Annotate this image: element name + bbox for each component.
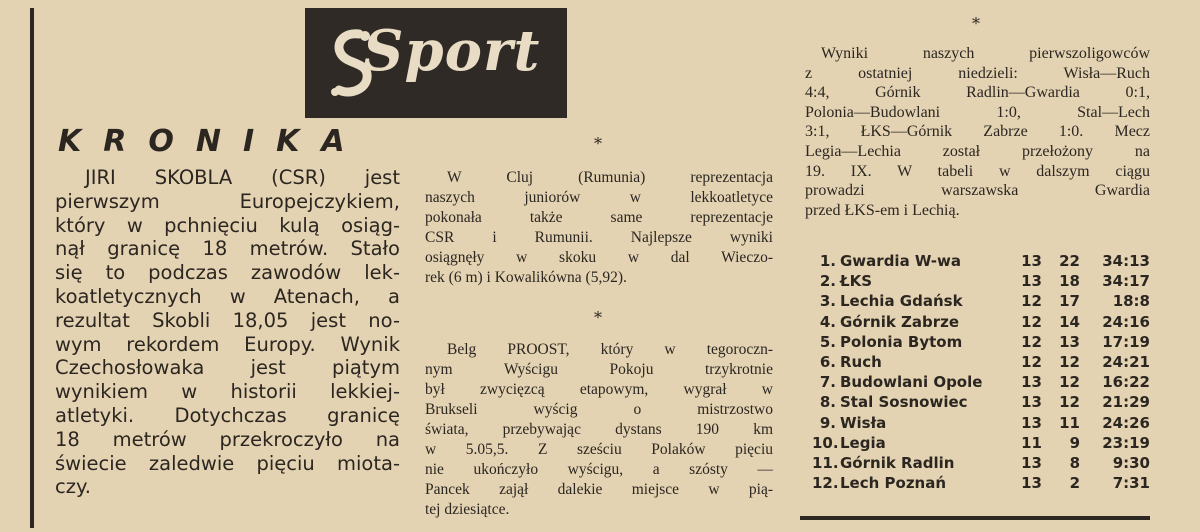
article-line: Czechosłowaka jest piątym: [55, 356, 400, 380]
position-cell: 9.: [819, 413, 836, 432]
article-line: czy.: [55, 475, 91, 499]
article-line: 18 metrów przekroczyło na: [55, 427, 400, 451]
position-cell: 11.: [812, 453, 839, 472]
article-line: 19. IX. W tabeli w dalszym ciągu: [805, 162, 1150, 180]
sport-title: Sport: [363, 18, 541, 84]
goals-cell: 17:19: [1102, 332, 1150, 351]
games-cell: 12: [1021, 312, 1042, 331]
games-cell: 13: [1021, 474, 1042, 493]
points-cell: 8: [1069, 453, 1080, 472]
article-line: który w pchnięciu kulą osiąg-: [55, 213, 400, 237]
article-line: był zwycięzcą etapowym, wygrał w: [425, 381, 773, 398]
goals-cell: 34:17: [1102, 272, 1150, 291]
article-line: nym Wyścigu Pokoju trzykrotnie: [425, 361, 773, 378]
table-row: [812, 393, 1152, 413]
article-line: Polonia—Budowlani 1:0, Stal—Lech: [805, 103, 1150, 121]
goals-cell: 34:13: [1102, 252, 1150, 270]
article-line: nie ukończyło wyścigu, a szósty —: [425, 461, 773, 478]
article-line: się to podczas zawodów lek-: [55, 261, 400, 285]
games-cell: 13: [1021, 453, 1042, 472]
position-cell: 1.: [819, 252, 836, 270]
article-line: prowadzi warszawska Gwardia: [805, 182, 1150, 200]
position-cell: 5.: [819, 332, 836, 351]
points-cell: 22: [1059, 252, 1080, 270]
team-cell: Górnik Radlin: [840, 453, 955, 472]
points-cell: 11: [1059, 413, 1080, 432]
position-cell: 6.: [819, 352, 836, 371]
separator-star: *: [594, 308, 602, 327]
article-line: z ostatniej niedzieli: Wisła—Ruch: [805, 64, 1150, 82]
team-cell: Stal Sosnowiec: [840, 393, 968, 412]
table-row: [812, 252, 1152, 272]
separator-star: *: [594, 134, 602, 153]
position-cell: 3.: [819, 292, 836, 311]
article-line: naszych juniorów w lekkoatletyce: [425, 189, 773, 206]
article-line: nął granicę 18 metrów. Stało: [55, 237, 400, 261]
goals-cell: 23:19: [1102, 433, 1150, 452]
article-line: JIRI SKOBLA (CSR) jest: [85, 166, 400, 189]
article-line: koatletycznych w Atenach, a: [55, 284, 400, 308]
article-line: 3:1, ŁKS—Górnik Zabrze 1:0. Mecz: [805, 123, 1150, 141]
table-row: [812, 272, 1152, 292]
article-line: rek (6 m) i Kowalikówna (5,92).: [425, 269, 627, 286]
position-cell: 4.: [819, 312, 836, 331]
sport-header: [305, 8, 567, 118]
games-cell: 13: [1021, 252, 1042, 270]
article-line: rezultat Skobli 18,05 jest no-: [55, 308, 400, 332]
table-row: [812, 373, 1152, 393]
left-column-rule: [30, 8, 34, 528]
team-cell: Lech Poznań: [840, 474, 947, 493]
article-line: świecie zaledwie pięciu miota-: [55, 451, 400, 475]
bottom-rule: [800, 516, 1150, 520]
table-row: [812, 333, 1152, 353]
article-line: pokonała także same reprezentacje: [425, 209, 773, 226]
goals-cell: 24:26: [1102, 413, 1150, 432]
article-line: pierwszym Europejczykiem,: [55, 189, 400, 213]
goals-cell: 9:30: [1112, 453, 1150, 472]
table-row: [812, 454, 1152, 474]
goals-cell: 7:31: [1112, 474, 1150, 493]
league-article: [805, 44, 1150, 220]
games-cell: 13: [1021, 272, 1042, 291]
team-cell: Wisła: [840, 413, 887, 432]
table-row: [812, 292, 1152, 312]
league-table: [812, 252, 1152, 494]
article-line: wynikiem w historii lekkiej-: [55, 380, 400, 404]
article-line: Belg PROOST, który w tegoroczn-: [447, 341, 773, 358]
article-line: Wyniki naszych pierwszoligowców: [821, 45, 1150, 62]
cluj-article: [425, 168, 773, 288]
position-cell: 2.: [819, 272, 836, 291]
kronika-article: [55, 166, 400, 499]
article-line: osiągnęły w skoku w dal Wieczo-: [425, 249, 773, 266]
position-cell: 7.: [819, 373, 836, 392]
table-row: [812, 313, 1152, 333]
article-line: przed ŁKS-em i Lechią.: [805, 201, 960, 219]
team-cell: ŁKS: [840, 272, 873, 291]
points-cell: 9: [1069, 433, 1080, 452]
table-row: [812, 434, 1152, 454]
team-cell: Budowlani Opole: [840, 373, 983, 392]
article-line: W Cluj (Rumunia) reprezentacja: [447, 169, 773, 186]
separator-star: *: [972, 14, 980, 33]
games-cell: 12: [1021, 332, 1042, 351]
table-row: [812, 474, 1152, 494]
position-cell: 8.: [819, 393, 836, 412]
position-cell: 12.: [812, 474, 839, 493]
points-cell: 12: [1059, 373, 1080, 392]
article-line: 4:4, Górnik Radlin—Gwardia 0:1,: [805, 84, 1150, 102]
goals-cell: 16:22: [1102, 373, 1150, 392]
position-cell: 10.: [812, 433, 839, 452]
article-line: Pancek zajął dalekie miejsce w pią-: [425, 481, 773, 498]
article-line: atletyki. Dotychczas granicę: [55, 403, 400, 427]
goals-cell: 18:8: [1112, 292, 1150, 311]
points-cell: 12: [1059, 352, 1080, 371]
goals-cell: 24:21: [1102, 352, 1150, 371]
team-cell: Legia: [840, 433, 886, 452]
games-cell: 11: [1021, 433, 1042, 452]
points-cell: 2: [1069, 474, 1080, 493]
games-cell: 12: [1021, 292, 1042, 311]
points-cell: 13: [1059, 332, 1080, 351]
points-cell: 12: [1059, 393, 1080, 412]
games-cell: 13: [1021, 413, 1042, 432]
proost-article: [425, 340, 773, 520]
team-cell: Polonia Bytom: [840, 332, 963, 351]
table-row: [812, 353, 1152, 373]
points-cell: 17: [1059, 292, 1080, 311]
article-line: CSR i Rumunii. Najlepsze wyniki: [425, 229, 773, 246]
article-line: tej dziesiątce.: [425, 501, 510, 518]
kronika-heading: KRONIKA: [58, 124, 367, 159]
article-line: świata, przebywając dystans 190 km: [425, 421, 773, 438]
team-cell: Gwardia W-wa: [840, 252, 961, 270]
points-cell: 14: [1059, 312, 1080, 331]
article-line: Brukseli wyścig o mistrzostwo: [425, 401, 773, 418]
table-row: [812, 414, 1152, 434]
article-line: w 5.05,5. Z sześciu Polaków pięciu: [425, 441, 773, 458]
team-cell: Lechia Gdańsk: [840, 292, 963, 311]
games-cell: 13: [1021, 393, 1042, 412]
goals-cell: 24:16: [1102, 312, 1150, 331]
article-line: Legia—Lechia został przełożony na: [805, 142, 1150, 160]
team-cell: Górnik Zabrze: [840, 312, 960, 331]
article-line: wym rekordem Europy. Wynik: [55, 332, 400, 356]
goals-cell: 21:29: [1102, 393, 1150, 412]
games-cell: 12: [1021, 352, 1042, 371]
team-cell: Ruch: [840, 352, 882, 371]
games-cell: 13: [1021, 373, 1042, 392]
points-cell: 18: [1059, 272, 1080, 291]
